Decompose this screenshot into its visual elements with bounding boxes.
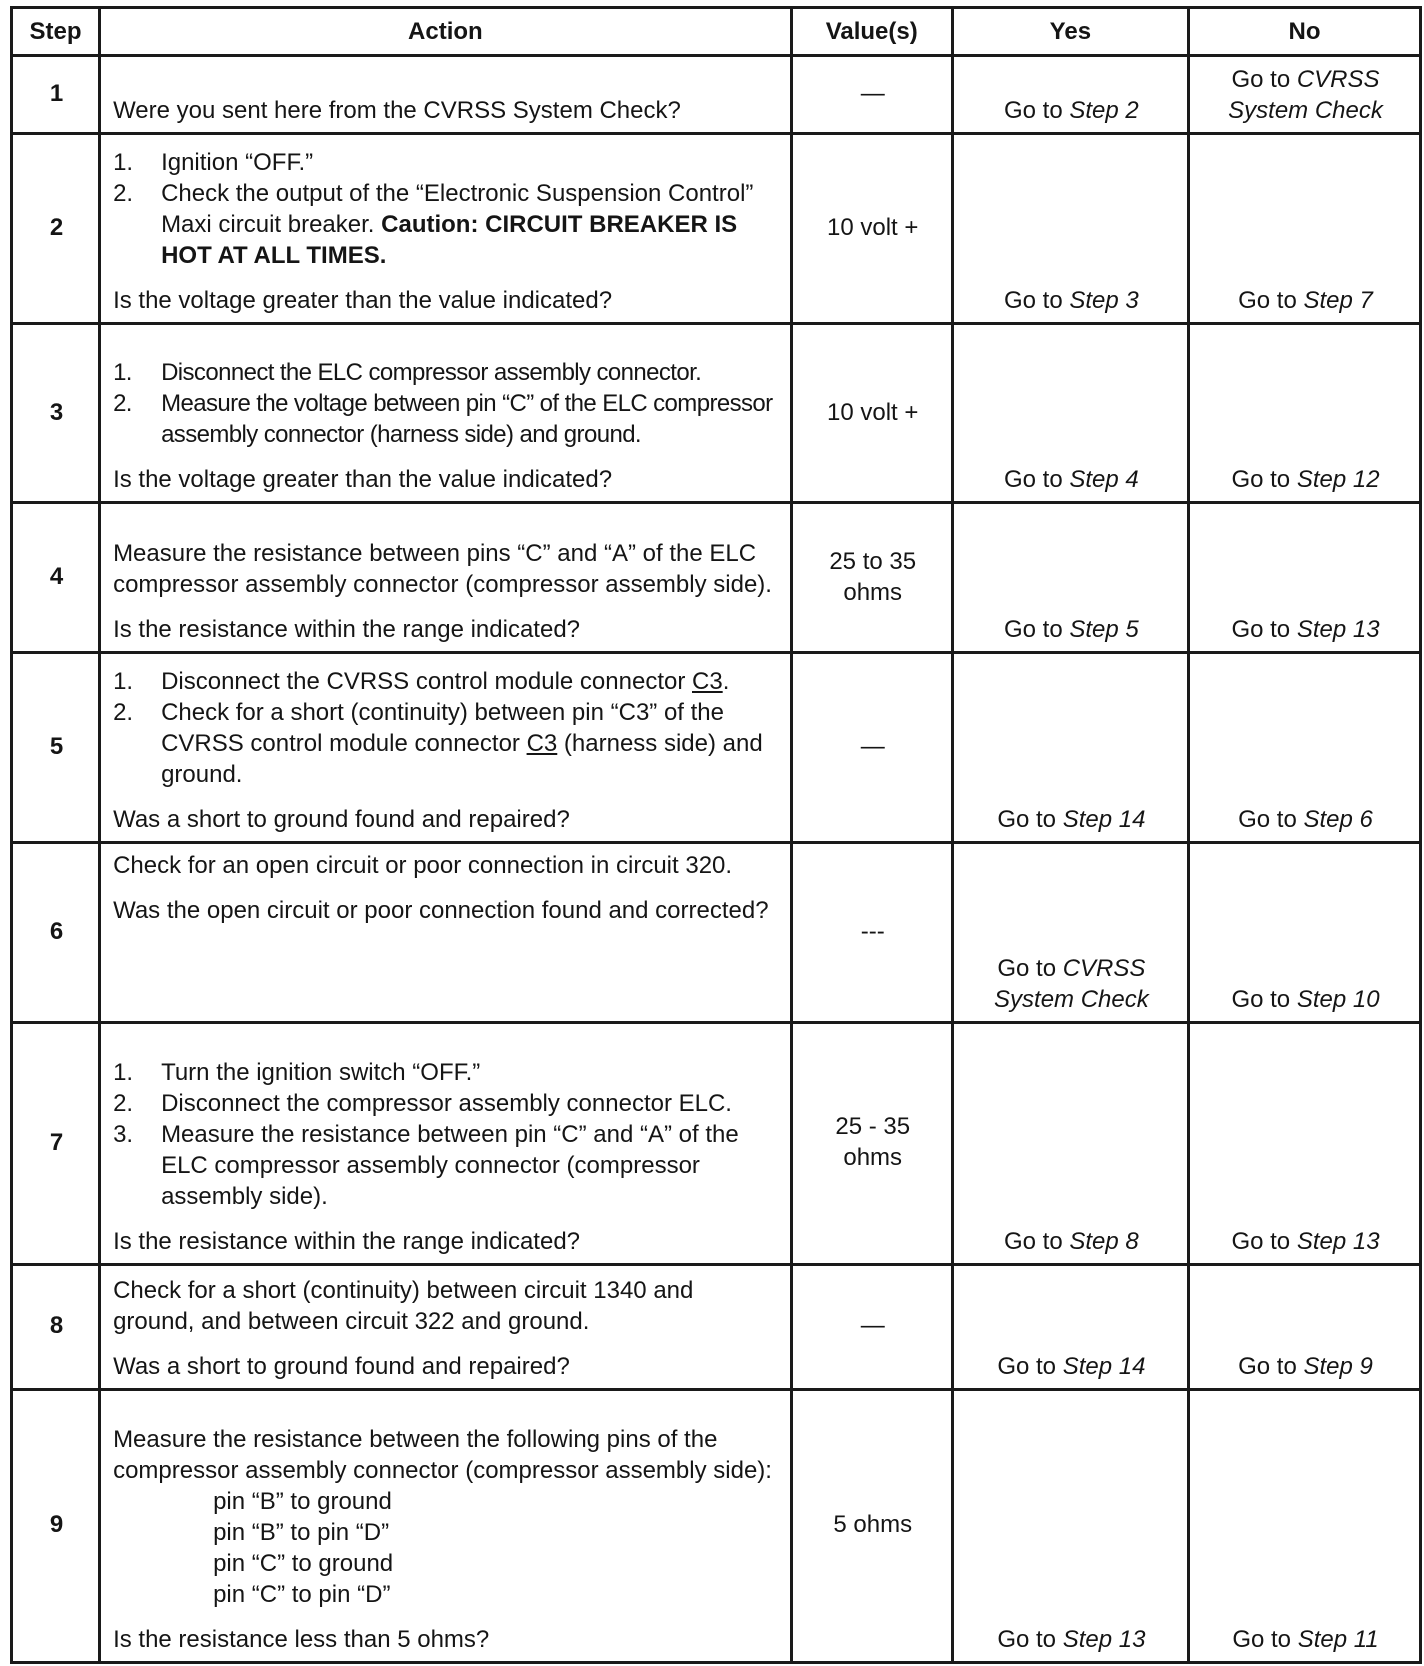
goto-reference: Step 14 — [1062, 806, 1146, 834]
action-item — [113, 697, 780, 790]
action-cell — [100, 1264, 792, 1389]
no-cell — [1189, 134, 1421, 324]
action-text: Check for a short (continuity) between circuit 1340 and ground, and between circuit 322 and ground. — [113, 1276, 694, 1335]
step-number: 3 — [12, 323, 100, 502]
no-cell — [1189, 55, 1421, 133]
action-question: Is the resistance within the range indicated? — [113, 1227, 581, 1255]
no-cell — [1189, 323, 1421, 502]
goto-reference: Step 13 — [1296, 616, 1380, 644]
goto-reference: Step 12 — [1296, 466, 1380, 494]
step-number: 4 — [12, 503, 100, 653]
goto-prefix: Go to — [1231, 985, 1297, 1013]
table-row — [12, 134, 1421, 324]
action-text: Measure the resistance between pins “C” and “A” of the ELC compressor assembly connector (compressor assembly side). — [113, 540, 772, 599]
item-text: Turn the ignition switch “OFF.” — [161, 1058, 481, 1086]
goto-reference: Step 2 — [1069, 97, 1139, 125]
item-text: Measure the voltage between pin “C” of the ELC compressor assembly connector (harness side) and ground. — [161, 390, 773, 449]
goto-prefix: Go to — [1238, 1352, 1304, 1380]
action-item — [113, 666, 780, 697]
goto-reference: Step 11 — [1297, 1626, 1379, 1653]
goto-reference: Step 6 — [1303, 806, 1373, 834]
goto-reference: Step 8 — [1069, 1227, 1139, 1255]
pin-pair: pin “B” to ground — [213, 1488, 392, 1515]
goto-reference: Step 13 — [1296, 1227, 1380, 1255]
goto-prefix: Go to — [1231, 466, 1297, 494]
action-question: Is the voltage greater than the value indicated? — [113, 466, 613, 494]
action-cell — [100, 503, 792, 653]
goto-prefix: Go to — [997, 1626, 1063, 1653]
action-text: Measure the resistance between the following pins of the compressor assembly connector (compressor assembly side): — [113, 1426, 772, 1484]
item-text-after: . — [722, 668, 730, 696]
goto-reference: CVRSS System Check — [1228, 66, 1383, 125]
action-question: Was the open circuit or poor connection found and corrected? — [113, 897, 769, 925]
yes-cell — [952, 503, 1188, 653]
no-cell — [1189, 1389, 1421, 1662]
goto-prefix: Go to — [997, 954, 1063, 982]
no-cell — [1189, 1022, 1421, 1264]
action-cell — [100, 1389, 792, 1662]
header-action: Action — [100, 8, 792, 56]
item-text-after: (harness side) and ground. — [161, 730, 763, 789]
table-row — [12, 323, 1421, 502]
diagnostic-table — [10, 6, 1422, 1664]
header-row — [12, 8, 1421, 56]
item-text: Measure the resistance between pin “C” and “A” of the ELC compressor assembly connector (compressor assembly side). — [161, 1120, 739, 1210]
goto-prefix: Go to — [1003, 616, 1070, 644]
step-number: 7 — [12, 1022, 100, 1264]
step-number: 9 — [12, 1389, 100, 1662]
action-cell — [100, 653, 792, 843]
step-number: 2 — [12, 134, 100, 324]
yes-cell — [952, 134, 1188, 324]
item-number: 1. — [113, 148, 134, 176]
action-question: Is the voltage greater than the value indicated? — [113, 286, 613, 314]
goto-prefix: Go to — [1232, 1626, 1298, 1653]
item-number: 1. — [113, 668, 134, 696]
item-number: 2. — [113, 1089, 134, 1117]
item-text: Disconnect the compressor assembly connector ELC. — [161, 1089, 732, 1117]
step-number: 1 — [12, 55, 100, 133]
table-row — [12, 1022, 1421, 1264]
connector-link[interactable]: C3 — [526, 730, 558, 758]
goto-reference: Step 4 — [1069, 466, 1139, 494]
value-cell: 25 to 35 ohms — [791, 503, 952, 653]
item-number: 2. — [113, 699, 134, 727]
item-number: 3. — [113, 1120, 134, 1148]
step-number: 8 — [12, 1264, 100, 1389]
goto-prefix: Go to — [1231, 1227, 1297, 1255]
goto-reference: Step 14 — [1062, 1352, 1146, 1380]
action-item — [113, 388, 780, 450]
value-cell: 25 - 35 ohms — [791, 1022, 952, 1264]
table-row — [12, 1264, 1421, 1389]
yes-cell — [952, 323, 1188, 502]
caution-text: Caution: CIRCUIT BREAKER IS HOT AT ALL TIMES. — [161, 210, 738, 269]
value-cell: 10 volt + — [791, 134, 952, 324]
action-item — [113, 1057, 780, 1088]
value-cell: — — [791, 1264, 952, 1389]
goto-reference: Step 3 — [1069, 286, 1139, 314]
item-text: Disconnect the CVRSS control module connector — [161, 668, 692, 696]
connector-link[interactable]: C3 — [692, 668, 723, 696]
goto-reference: Step 7 — [1303, 286, 1373, 314]
action-cell — [100, 323, 792, 502]
table-row — [12, 653, 1421, 843]
action-question: Were you sent here from the CVRSS System Check? — [113, 97, 681, 125]
action-text: Check for an open circuit or poor connection in circuit 320. — [113, 852, 733, 880]
value-cell: — — [791, 55, 952, 133]
yes-cell — [952, 843, 1188, 1022]
step-number: 6 — [12, 843, 100, 1022]
goto-reference: Step 13 — [1062, 1626, 1146, 1653]
action-item — [113, 357, 780, 388]
header-no: No — [1189, 8, 1421, 56]
value-cell: 10 volt + — [791, 323, 952, 502]
yes-cell — [952, 1389, 1188, 1662]
step-number: 5 — [12, 653, 100, 843]
goto-prefix: Go to — [1231, 616, 1297, 644]
item-number: 1. — [113, 359, 132, 387]
diagnostic-table-sheet — [10, 6, 1422, 1664]
action-question: Is the resistance within the range indicated? — [113, 616, 581, 644]
table-row — [12, 55, 1421, 133]
action-question: Was a short to ground found and repaired? — [113, 1352, 570, 1380]
goto-prefix: Go to — [1238, 806, 1304, 834]
table-row — [12, 503, 1421, 653]
goto-prefix: Go to — [997, 806, 1063, 834]
yes-cell — [952, 1022, 1188, 1264]
goto-reference: Step 10 — [1296, 985, 1380, 1013]
yes-cell — [952, 653, 1188, 843]
item-text: Check the output of the “Electronic Suspension Control” Maxi circuit breaker. — [161, 179, 754, 238]
action-item — [113, 1088, 780, 1119]
item-text: Ignition “OFF.” — [161, 148, 314, 176]
goto-prefix: Go to — [1003, 286, 1070, 314]
value-cell: — — [791, 653, 952, 843]
no-cell — [1189, 653, 1421, 843]
table-row — [12, 1389, 1421, 1662]
action-item — [113, 1119, 780, 1212]
action-cell — [100, 134, 792, 324]
no-cell — [1189, 843, 1421, 1022]
goto-prefix: Go to — [1003, 466, 1070, 494]
goto-reference: Step 5 — [1069, 616, 1139, 644]
pin-pair: pin “B” to pin “D” — [213, 1519, 390, 1546]
goto-reference: Step 9 — [1303, 1352, 1373, 1380]
header-values: Value(s) — [791, 8, 952, 56]
item-number: 2. — [113, 390, 132, 418]
pin-pair: pin “C” to ground — [213, 1550, 394, 1577]
goto-reference: CVRSS System Check — [994, 954, 1149, 1013]
value-cell: 5 ohms — [791, 1389, 952, 1662]
goto-prefix: Go to — [997, 1352, 1063, 1380]
goto-prefix: Go to — [1238, 286, 1304, 314]
yes-cell — [952, 55, 1188, 133]
action-question: Was a short to ground found and repaired? — [113, 806, 570, 834]
header-yes: Yes — [952, 8, 1188, 56]
goto-prefix: Go to — [1231, 66, 1297, 94]
table-row — [12, 843, 1421, 1022]
action-question: Is the resistance less than 5 ohms? — [113, 1626, 490, 1653]
action-cell — [100, 1022, 792, 1264]
value-cell: --- — [791, 843, 952, 1022]
action-item — [113, 178, 780, 271]
yes-cell — [952, 1264, 1188, 1389]
goto-prefix: Go to — [1003, 97, 1070, 125]
action-item — [113, 147, 780, 178]
item-text: Check for a short (continuity) between pin “C3” of the CVRSS control module connector — [161, 699, 724, 758]
no-cell — [1189, 1264, 1421, 1389]
action-cell — [100, 843, 792, 1022]
header-step: Step — [12, 8, 100, 56]
goto-prefix: Go to — [1003, 1227, 1070, 1255]
item-number: 2. — [113, 179, 134, 207]
no-cell — [1189, 503, 1421, 653]
pin-pair: pin “C” to pin “D” — [213, 1581, 391, 1608]
item-text: Disconnect the ELC compressor assembly connector. — [161, 359, 702, 387]
action-cell — [100, 55, 792, 133]
item-number: 1. — [113, 1058, 134, 1086]
